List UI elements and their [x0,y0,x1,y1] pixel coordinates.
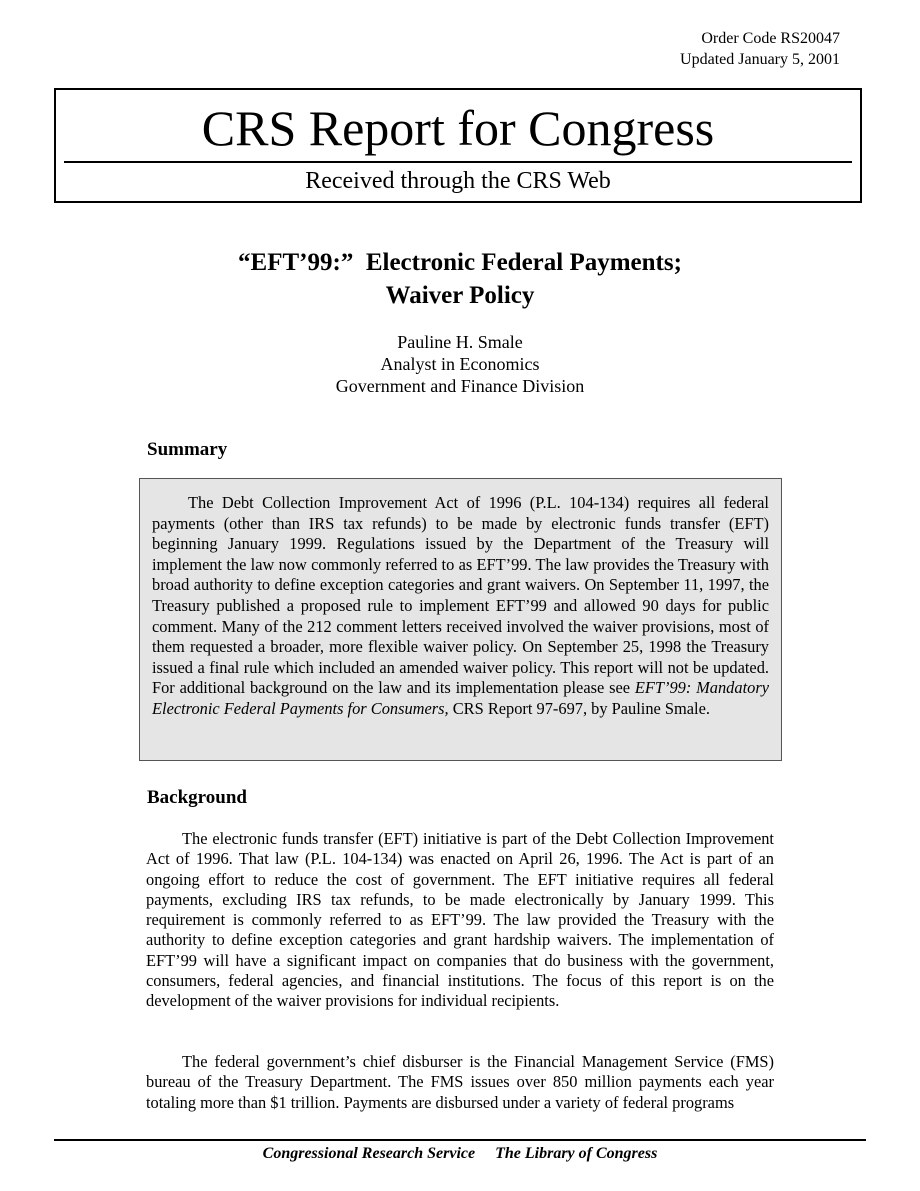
summary-text-main: The Debt Collection Improvement Act of 1996 (P.L. 104-134) requires all federal payments (other than IRS tax refunds) to be made by electronic funds transfer (EFT) beginning January 1999. Regulations issued by the Department of the Treasury will implement the law now commonly referred to as EFT’99. The law provides the Treasury with broad authority to define exception categories and grant waivers. On September 11, 1997, the Treasury published a proposed rule to implement EFT’99 and allowed 90 days for public comment. Many of the 212 comment letters received involved the waiver provisions, most of them requested a broader, more flexible waiver policy. On September 25, 1998 the Treasury issued a final rule which included an amended waiver policy. This report will not be updated. For additional background on the law and its implementation please see [152,493,769,698]
summary-box [139,478,782,761]
updated-date: Updated January 5, 2001 [680,51,840,68]
order-code: Order Code RS20047 [701,30,840,47]
banner-divider [64,161,852,163]
document-title-line2: Waiver Policy [385,282,535,309]
report-banner [54,88,862,203]
order-info [680,28,840,70]
author-name: Pauline H. Smale [397,332,523,352]
author-role: Analyst in Economics [380,354,540,374]
document-title [0,246,920,312]
summary-paragraph [152,493,769,720]
footer-crs: Congressional Research Service [262,1145,476,1162]
author-block [0,331,920,397]
background-paragraph-1: The electronic funds transfer (EFT) initiative is part of the Debt Collection Improvement Act of 1996. That law (P.L. 104-134) was enacted on April 26, 1996. The Act is part of an ongoing effort to reduce the cost of government. The EFT initiative requires all federal payments, excluding IRS tax refunds, to be made electronically by January 1999. This requirement is commonly referred to as EFT’99. The law provided the Treasury with the authority to define exception categories and grant hardship waivers. The implementation of EFT’99 will have a significant impact on companies that do business with the government, consumers, federal agencies, and financial institutions. The focus of this report is on the development of the waiver provisions for individual recipients. [146,829,774,1011]
summary-reference-tail: CRS Report 97-697, by Pauline Smale. [448,698,710,718]
summary-heading: Summary [147,439,228,460]
background-paragraph-2: The federal government’s chief disburser is the Financial Management Service (FMS) bureau of the Treasury Department. The FMS issues over 850 million payments each year totaling more than $1 trillion. Payments are disbursed under a variety of federal programs [146,1052,774,1112]
footer-divider [54,1139,866,1141]
footer [0,1144,920,1164]
document-title-line1: “EFT’99:” Electronic Federal Payments; [238,249,682,276]
banner-title: CRS Report for Congress [201,100,715,156]
summary-reference-title: EFT’99: Mandatory Electronic Federal Payments for Consumers, [152,678,769,718]
footer-library: The Library of Congress [495,1145,658,1162]
author-division: Government and Finance Division [335,376,585,396]
banner-subtitle: Received through the CRS Web [305,168,611,194]
background-heading: Background [147,787,247,808]
